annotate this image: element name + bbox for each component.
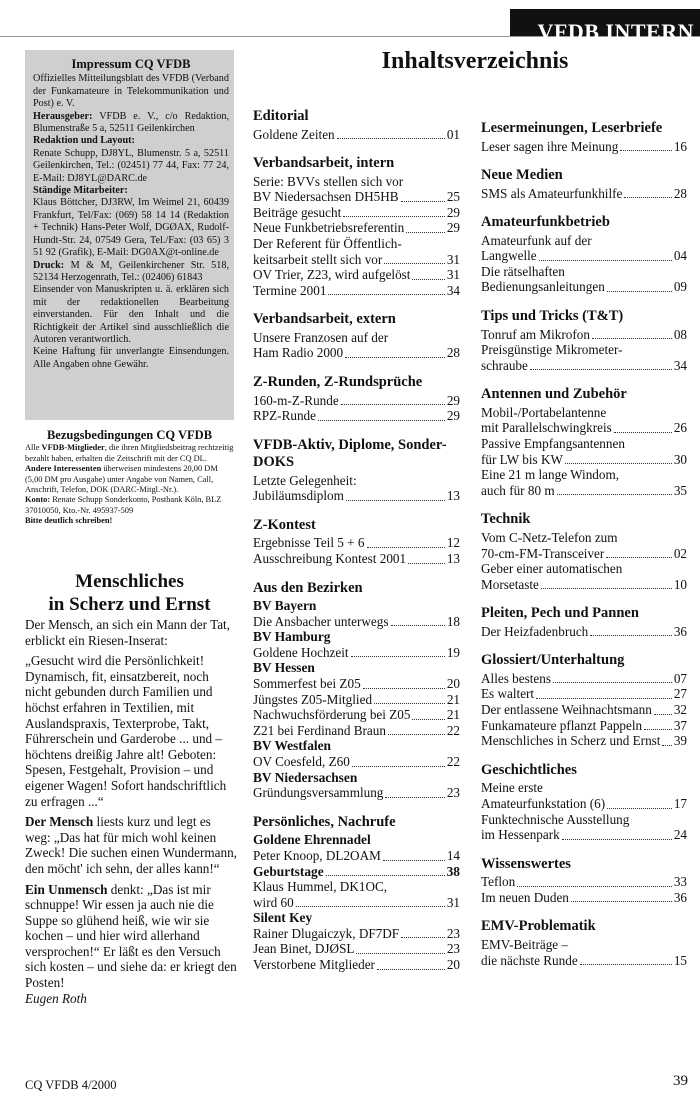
toc-entry-line: Preisgünstige Mikrometer- — [481, 342, 623, 358]
toc-leader-dots — [377, 969, 445, 970]
toc-section-heading: Verbandsarbeit, intern — [253, 155, 395, 172]
toc-entry — [481, 733, 687, 749]
toc-leader-dots — [391, 625, 445, 626]
toc-section-heading: Lesermeinungen, Leserbriefe — [481, 120, 663, 136]
toc-entry-title: im Hessenpark — [481, 827, 560, 843]
toc-entry — [253, 645, 460, 661]
toc-page-number: 29 — [446, 204, 460, 220]
toc-page-number: 13 — [446, 488, 460, 504]
bezug-konto: Konto: Renate Schupp Sonderkonto, Postbank Köln, BLZ 37010050, Kto.-Nr. 495937-509 — [25, 495, 222, 515]
toc-section-heading: Neue Medien — [481, 167, 563, 184]
toc-entry — [253, 488, 460, 504]
toc-section-heading: Z-Kontest — [253, 516, 316, 533]
toc-entry-line: Meine erste — [481, 780, 543, 796]
toc-entry-line: Eine 21 m lange Windom, — [481, 467, 620, 483]
toc-page-number: 29 — [446, 392, 460, 408]
toc-section — [253, 814, 460, 973]
toc-section-heading: Verbandsarbeit, extern — [253, 311, 396, 328]
toc-entry-line: Funktechnische Ausstellung — [481, 811, 630, 827]
toc-page-number: 15 — [673, 952, 687, 968]
toc-section — [481, 605, 687, 639]
toc-entry — [253, 926, 460, 942]
toc-entry — [481, 248, 687, 264]
toc-section — [253, 580, 460, 801]
toc-entry — [253, 535, 460, 551]
toc-entry — [253, 692, 460, 708]
toc-entry-title: Ausschreibung Kontest 2001 — [253, 551, 407, 566]
toc-entry-line: Letzte Gelegenheit: — [253, 472, 357, 488]
toc-entry-title: SMS als Amateurfunkhilfe — [481, 185, 623, 201]
toc-leader-dots — [557, 494, 672, 495]
toc-page-number: 33 — [673, 874, 687, 890]
toc-entry — [481, 358, 687, 374]
toc-entry — [481, 827, 687, 843]
toc-section — [253, 517, 460, 567]
toc-page-number: 31 — [446, 267, 460, 283]
toc-page-number: 16 — [673, 138, 687, 154]
impressum-redaktion: Redaktion und Layout: Renate Schupp, DJ8YL, Blumenstr. 5 a, 52511 Geilenkirchen, Tel.: (02451) 77 44, Fax: 77 24, E-Mail: DJ8YL@DARC.de — [33, 135, 229, 184]
toc-entry — [253, 551, 460, 567]
toc-section — [481, 214, 687, 295]
article-author: Eugen Roth — [25, 990, 87, 1006]
toc-page-number: 35 — [673, 482, 687, 498]
toc-page-number: 36 — [673, 889, 687, 905]
toc-leader-dots — [654, 714, 672, 715]
toc-leader-dots — [384, 263, 445, 264]
toc-entry-title: Jubiläumsdiplom — [253, 488, 344, 504]
toc-leader-dots — [571, 901, 672, 902]
toc-page-number: 31 — [446, 894, 460, 910]
article-body — [25, 617, 237, 1006]
toc-entry — [481, 420, 687, 436]
toc-page-number: 28 — [446, 345, 460, 361]
toc-page-number: 09 — [673, 279, 687, 295]
toc-entry-title: Jean Binet, DJØSL — [253, 941, 355, 957]
toc-page-number: 31 — [446, 251, 460, 267]
bezug-others: Andere Interessenten überweisen mindestens 20,00 DM (5,00 DM pro Ausgabe) unter Angabe von Namen, Call, Anschrift, Telefon, DOK (DARC-Mitgl.-Nr.). — [25, 464, 218, 495]
toc-entry — [253, 848, 460, 864]
toc-section — [253, 374, 460, 424]
toc-entry-title: RPZ-Runde — [253, 408, 317, 424]
toc-page-number: 22 — [446, 722, 460, 738]
toc-entry — [253, 283, 460, 299]
toc-leader-dots — [606, 557, 672, 558]
toc-entry-title: Beiträge gesucht — [253, 204, 342, 220]
toc-section-heading: Geschichtliches — [481, 761, 577, 778]
impressum-title: Impressum CQ VFDB — [71, 57, 191, 71]
toc-leader-dots — [388, 734, 445, 735]
toc-section-heading: Z-Runden, Z-Rundsprüche — [253, 374, 423, 391]
toc-entry-line: Mobil-/Portabelantenne — [481, 404, 607, 420]
toc-page-number: 36 — [673, 623, 687, 639]
footer-issue: CQ VFDB 4/2000 — [25, 1078, 117, 1092]
toc-page-number: 07 — [673, 670, 687, 686]
toc-subheading: BV Niedersachsen — [253, 769, 358, 785]
toc-entry-line: Serie: BVVs stellen sich vor — [253, 173, 404, 189]
toc-entry-title: keitsarbeit stellt sich vor — [253, 251, 383, 267]
toc-leader-dots — [565, 463, 672, 464]
toc-leader-dots — [345, 357, 445, 358]
toc-entry-line: Amateurfunk auf der — [481, 232, 592, 248]
toc-entry — [253, 676, 460, 692]
toc-page-number: 26 — [673, 420, 687, 436]
toc-entry — [253, 393, 460, 409]
toc-page-number: 29 — [446, 408, 460, 424]
toc-title: Inhaltsverzeichnis — [381, 48, 569, 74]
toc-page-number: 30 — [673, 451, 687, 467]
impressum-box — [25, 50, 234, 420]
toc-page-number: 20 — [446, 957, 460, 973]
toc-section — [481, 511, 687, 592]
toc-leader-dots — [580, 964, 672, 965]
toc-leader-dots — [374, 703, 445, 704]
toc-leader-dots — [536, 698, 672, 699]
toc-section — [481, 120, 687, 154]
impressum-intro: Offizielles Mitteilungsblatt des VFDB (Verband der Funkamateure in Telekommunikation und Post) e. V. — [33, 73, 229, 110]
toc-leader-dots — [624, 197, 671, 198]
toc-section — [481, 308, 687, 373]
toc-entry-title: Nachwuchsförderung bei Z05 — [253, 707, 411, 723]
toc-leader-dots — [408, 563, 445, 564]
toc-subheading — [253, 864, 460, 880]
toc-entry-title: Peter Knoop, DL2OAM — [253, 847, 381, 863]
toc-page-number: 34 — [446, 282, 460, 298]
article-paragraph: „Gesucht wird die Persönlichkeit! Dynamisch, fit, einsatzbereit, noch nicht gebunden durch Familien und höchst erfahren in Textilien, mit Auslandspraxis, Texterprobe, Takt, Führerschein und Garderobe ... und – höchtens dreißig Jahre alt! Geboten: Spesen, Festgehalt, Provision – und eigener Wagen! Sofort handschriftlich zu erfragen ...“ — [25, 653, 227, 809]
toc-entry-title: Tonruf am Mikrofon — [481, 326, 590, 342]
toc-entry-title: Geburtstage — [253, 863, 324, 879]
toc-entry-title: Z21 bei Ferdinand Braun — [253, 722, 386, 738]
toc-entry — [481, 686, 687, 702]
toc-entry — [253, 707, 460, 723]
toc-column-right — [481, 120, 687, 981]
toc-entry-title: BV Niedersachsen DH5HB — [253, 189, 399, 205]
toc-leader-dots — [383, 860, 445, 861]
toc-subheading: BV Westfalen — [253, 738, 331, 754]
toc-page-number: 18 — [446, 613, 460, 629]
toc-entry-line: Der Referent für Öffentlich- — [253, 235, 402, 251]
toc-leader-dots — [412, 279, 444, 280]
toc-entry — [481, 953, 687, 969]
impressum-mitarbeiter: Ständige Mitarbeiter: Klaus Böttcher, DJ3RW, Im Weimel 21, 60439 Frankfurt, Tel/Fax: (069) 58 14 14 (Redaktion + Technik) Hans-Peter Wolf, DGØAX, Rudolf-Hundt-Str. 24, 07549 Gera, Tel./Fax: (03 65) 3 51 92 (Grafik), E-Mail: DG0AX@t-online.de — [33, 185, 229, 259]
toc-section-heading: Tips und Tricks (T&T) — [481, 308, 624, 325]
toc-entry — [253, 754, 460, 770]
toc-entry-title: Ergebnisse Teil 5 + 6 — [253, 535, 365, 551]
toc-entry — [481, 279, 687, 295]
toc-leader-dots — [326, 875, 445, 876]
toc-section — [253, 155, 460, 298]
toc-section-heading: Antennen und Zubehör — [481, 386, 627, 403]
toc-section-heading: Aus den Bezirken — [253, 579, 363, 596]
toc-leader-dots — [343, 216, 445, 217]
section-title: VFDB INTERN — [537, 19, 694, 44]
toc-entry-line: Vom C-Netz-Telefon zum — [481, 529, 618, 545]
impressum-note-1: Einsender von Manuskripten u. ä. erklären sich mit der redaktionellen Bearbeitung einverstanden. Für den Inhalt und die Richtigkeit der Artikel sind ausschließlich die Autoren verantwortlich. — [33, 284, 229, 345]
toc-entry-title: Der entlassene Weihnachtsmann — [481, 702, 652, 718]
toc-entry-title: Es waltert — [481, 686, 535, 702]
toc-leader-dots — [562, 839, 672, 840]
impressum-herausgeber: Herausgeber: VFDB e. V., c/o Redaktion, Blumenstraße 5 a, 52511 Geilenkirchen — [33, 110, 229, 135]
toc-entry-line: Unsere Franzosen auf der — [253, 329, 389, 345]
toc-section-heading: Technik — [481, 511, 531, 528]
toc-entry — [253, 785, 460, 801]
toc-page-number: 39 — [673, 733, 687, 749]
impressum-druck: Druck: M & M, Geilenkirchener Str. 518, 52134 Herzogenrath, Tel.: (02406) 61843 — [33, 259, 230, 283]
toc-section-heading: Glossiert/Unterhaltung — [481, 652, 625, 669]
toc-entry — [481, 139, 687, 155]
toc-page-number: 37 — [673, 717, 687, 733]
toc-leader-dots — [614, 432, 672, 433]
toc-page-number: 32 — [673, 702, 687, 718]
toc-entry-title: Neue Funkbetriebsreferentin — [253, 220, 405, 236]
toc-entry-title: die nächste Runde — [481, 952, 578, 968]
bezug-note: Bitte deutlich schreiben! — [25, 516, 113, 526]
toc-entry — [481, 577, 687, 593]
toc-page-number: 34 — [673, 357, 687, 373]
toc-entry-title: schraube — [481, 357, 528, 373]
toc-subheading: Goldene Ehrennadel — [253, 832, 371, 848]
toc-leader-dots — [517, 886, 672, 887]
toc-leader-dots — [644, 729, 672, 730]
toc-leader-dots — [363, 688, 445, 689]
toc-section — [481, 918, 687, 968]
toc-entry — [481, 546, 687, 562]
bezugsbedingungen — [25, 430, 234, 527]
toc-page-number: 20 — [446, 676, 460, 692]
toc-entry-title: Langwelle — [481, 248, 537, 264]
toc-subheading: BV Bayern — [253, 598, 317, 614]
toc-page-number: 12 — [446, 535, 460, 551]
toc-leader-dots — [296, 906, 445, 907]
toc-entry-line: Die rätselhaften — [481, 263, 565, 279]
toc-entry — [253, 220, 460, 236]
toc-leader-dots — [607, 291, 672, 292]
toc-leader-dots — [385, 797, 444, 798]
toc-entry — [253, 723, 460, 739]
toc-entry-title: Verstorbene Mitglieder — [253, 957, 375, 973]
toc-leader-dots — [592, 338, 672, 339]
toc-leader-dots — [406, 232, 445, 233]
toc-page-number: 23 — [446, 925, 460, 941]
toc-page-number: 28 — [673, 185, 687, 201]
toc-entry — [253, 205, 460, 221]
toc-entry-title: Morsetaste — [481, 576, 539, 592]
toc-section — [481, 762, 687, 843]
toc-entry — [253, 895, 460, 911]
toc-section — [481, 167, 687, 201]
toc-subheading: Silent Key — [253, 910, 313, 926]
toc-entry-title: Funkamateure pflanzt Pappeln — [481, 717, 643, 733]
toc-entry — [481, 702, 687, 718]
toc-leader-dots — [351, 656, 445, 657]
toc-entry-title: Goldene Zeiten — [253, 126, 335, 142]
toc-page-number: 13 — [446, 551, 460, 566]
toc-page-number: 29 — [446, 220, 460, 236]
toc-entry-title: mit Parallelschwingkreis — [481, 420, 612, 436]
toc-leader-dots — [590, 635, 672, 636]
toc-section-heading: Editorial — [253, 108, 309, 124]
toc-leader-dots — [352, 766, 445, 767]
toc-entry — [253, 345, 460, 361]
section-header — [510, 9, 700, 44]
toc-entry-title: OV Coesfeld, Z60 — [253, 754, 350, 770]
toc-section — [253, 311, 460, 361]
article-paragraph: Der Mensch liests kurz und legt es weg: „Das hat für mich wohl keinen Zweck! Die suchen einen Wundermann, den möcht' ich sehn, der alles kann!“ — [25, 814, 237, 876]
toc-entry-title: Sommerfest bei Z05 — [253, 676, 361, 692]
impressum-note-2: Keine Haftung für unverlangte Einsendungen. Alle Angaben ohne Gewähr. — [33, 346, 229, 370]
toc-entry-title: 70-cm-FM-Transceiver — [481, 545, 605, 561]
toc-entry — [253, 252, 460, 268]
toc-entry — [481, 186, 687, 202]
article-paragraph: Ein Unmensch denkt: „Das ist mir schnuppe! Wir essen ja auch nie die Suppe so glühend heiß, wie wir sie kochen – und hier wird allerhand versprochen!“ Er läßt es den Versuch sich kosten – und siehe da: er kriegt den Posten! — [25, 881, 237, 991]
toc-page-number: 21 — [446, 707, 460, 723]
toc-entry — [481, 624, 687, 640]
toc-leader-dots — [337, 138, 445, 139]
toc-entry-title: Im neuen Duden — [481, 889, 569, 905]
toc-leader-dots — [356, 953, 444, 954]
toc-section — [481, 652, 687, 748]
toc-entry-title: Leser sagen ihre Meinung — [481, 138, 619, 154]
toc-leader-dots — [318, 420, 445, 421]
toc-section — [253, 437, 460, 504]
toc-entry — [481, 671, 687, 687]
toc-entry-title: Ham Radio 2000 — [253, 345, 344, 361]
toc-section — [481, 386, 687, 498]
toc-entry-title: 160-m-Z-Runde — [253, 392, 339, 408]
toc-entry-line: Passive Empfangsantennen — [481, 436, 625, 452]
toc-leader-dots — [346, 500, 445, 501]
toc-section — [253, 108, 460, 142]
toc-section-heading: Amateurfunkbetrieb — [481, 214, 610, 231]
toc-page-number: 22 — [446, 754, 460, 770]
toc-page-number: 27 — [673, 686, 687, 702]
toc-section — [481, 856, 687, 906]
toc-leader-dots — [341, 404, 445, 405]
bezug-title: Bezugsbedingungen CQ VFDB — [46, 428, 213, 442]
toc-section-heading: EMV-Problematik — [481, 918, 596, 935]
toc-entry — [253, 267, 460, 283]
toc-page-number: 08 — [673, 326, 687, 342]
toc-entry — [253, 614, 460, 630]
toc-entry — [253, 408, 460, 424]
bezug-members: Alle VFDB-Mitglieder, die ihren Mitgliedsbeitrag rechtzeitig bezahlt haben, erhalten die Zeitschrift mit der CQ DL. — [25, 443, 234, 463]
toc-page-number: 21 — [446, 691, 460, 707]
toc-leader-dots — [367, 547, 445, 548]
toc-page-number: 02 — [673, 545, 687, 561]
toc-section-heading: Pleiten, Pech und Pannen — [481, 605, 639, 622]
toc-entry-title: Der Heizfadenbruch — [481, 623, 589, 639]
toc-page-number: 23 — [446, 941, 460, 957]
toc-entry-title: Jüngstes Z05-Mitglied — [253, 691, 373, 707]
toc-page-number: 38 — [446, 863, 460, 879]
toc-leader-dots — [401, 937, 445, 938]
toc-entry-title: für LW bis KW — [481, 451, 563, 467]
toc-leader-dots — [401, 201, 445, 202]
article-paragraph: Der Mensch, an sich ein Mann der Tat, erblickt ein Riesen-Inserat: — [25, 617, 231, 648]
toc-section-heading: VFDB-Aktiv, Diplome, Sonder-DOKS — [253, 436, 447, 471]
toc-entry-title: Bedienungsanleitungen — [481, 279, 605, 295]
toc-entry — [481, 718, 687, 734]
toc-entry — [253, 957, 460, 973]
toc-entry-title: Goldene Hochzeit — [253, 644, 349, 660]
toc-entry — [481, 890, 687, 906]
toc-page-number: 25 — [446, 189, 460, 205]
toc-leader-dots — [530, 369, 672, 370]
toc-page-number: 01 — [446, 126, 460, 142]
toc-column-left — [253, 108, 460, 986]
toc-entry — [253, 127, 460, 143]
toc-entry — [481, 452, 687, 468]
toc-entry-title: Alles bestens — [481, 670, 551, 686]
toc-entry-title: auch für 80 m — [481, 482, 555, 498]
page-number: 39 — [673, 1073, 688, 1089]
toc-leader-dots — [412, 719, 444, 720]
toc-page-number: 19 — [446, 644, 460, 660]
toc-page-number: 14 — [446, 847, 460, 863]
toc-entry-title: wird 60 — [253, 894, 294, 910]
toc-entry — [481, 874, 687, 890]
toc-entry-title: Amateurfunkstation (6) — [481, 795, 606, 811]
toc-entry — [253, 941, 460, 957]
toc-entry — [481, 327, 687, 343]
toc-entry — [481, 796, 687, 812]
toc-subheading: BV Hessen — [253, 660, 315, 676]
toc-entry-title: Die Ansbacher unterwegs — [253, 613, 389, 629]
toc-leader-dots — [620, 150, 671, 151]
toc-entry — [481, 483, 687, 499]
toc-leader-dots — [328, 294, 444, 295]
toc-leader-dots — [553, 682, 672, 683]
toc-entry-line: EMV-Beiträge – — [481, 936, 569, 952]
toc-page-number: 23 — [446, 785, 460, 801]
toc-entry-title: Rainer Dlugaiczyk, DF7DF — [253, 925, 400, 941]
toc-entry-title: Teflon — [481, 874, 516, 890]
toc-leader-dots — [607, 808, 672, 809]
toc-subheading: BV Hamburg — [253, 629, 331, 645]
toc-entry-title: Termine 2001 — [253, 282, 327, 298]
toc-section-heading: Wissenswertes — [481, 855, 571, 872]
article-title: Menschliches in Scherz und Ernst — [48, 571, 211, 615]
toc-page-number: 24 — [673, 827, 687, 843]
toc-page-number: 04 — [673, 248, 687, 264]
toc-entry-line: Geber einer automatischen — [481, 561, 623, 577]
toc-entry-line: Klaus Hummel, DK1OC, — [253, 879, 388, 895]
toc-leader-dots — [539, 260, 672, 261]
toc-entry-title: OV Trier, Z23, wird aufgelöst — [253, 267, 411, 283]
toc-leader-dots — [541, 588, 672, 589]
toc-leader-dots — [662, 745, 671, 746]
toc-entry-title: Menschliches in Scherz und Ernst — [481, 733, 661, 749]
toc-entry — [253, 189, 460, 205]
toc-page-number: 10 — [673, 576, 687, 592]
toc-section-heading: Persönliches, Nachrufe — [253, 813, 396, 830]
toc-entry-title: Gründungsversammlung — [253, 785, 384, 801]
toc-page-number: 17 — [673, 795, 687, 811]
